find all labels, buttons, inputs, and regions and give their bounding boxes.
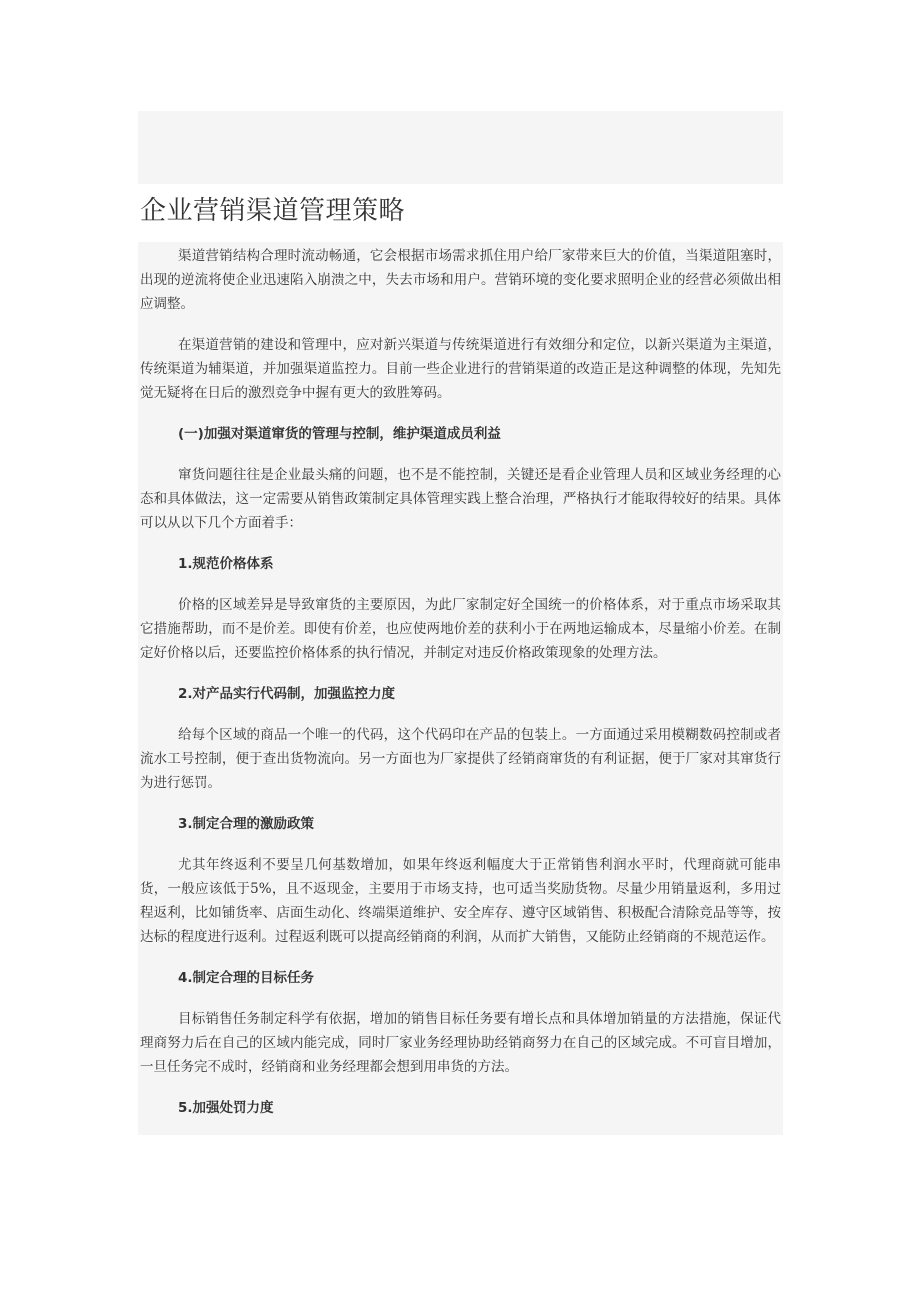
subparagraph-3: 尤其年终返利不要呈几何基数增加，如果年终返利幅度大于正常销售利润水平时，代理商就可能串货，一般应该低于5%，且不返现金，主要用于市场支持，也可适当奖励货物。尽量少用销量返利，多用过程返利，比如铺货率、店面生动化、终端渠道维护、安全库存、遵守区域销售、积极配合清除竞品等等，按达标的程度进行返利。过程返利既可以提高经销商的利润，从而扩大销售，又能防止经销商的不规范运作。 [140,857,781,945]
intro-paragraph-1: 渠道营销结构合理时流动畅通，它会根据市场需求抓住用户给厂家带来巨大的价值，当渠道阻塞时，出现的逆流将使企业迅速陷入崩溃之中，失去市场和用户。营销环境的变化要求照明企业的经营必须做出相应调整。 [140,248,781,312]
subheading-2: 2.对产品实行代码制，加强监控力度 [178,686,396,702]
article-body [138,242,783,1135]
top-banner-area [138,111,783,184]
subheading-3: 3.制定合理的激励政策 [178,816,315,832]
page-title: 企业营销渠道管理策略 [140,196,406,226]
subheading-5: 5.加强处罚力度 [178,1100,274,1116]
subheading-4: 4.制定合理的目标任务 [178,970,315,986]
subheading-1: 1.规范价格体系 [178,556,274,572]
subparagraph-1: 价格的区域差异是导致窜货的主要原因，为此厂家制定好全国统一的价格体系，对于重点市场采取其它措施帮助，而不是价差。即使有价差，也应使两地价差的获利小于在两地运输成本，尽量缩小价差。在制定好价格以后，还要监控价格体系的执行情况，并制定对违反价格政策现象的处理方法。 [140,597,781,661]
section-paragraph: 窜货问题往往是企业最头痛的问题，也不是不能控制，关键还是看企业管理人员和区域业务经理的心态和具体做法，这一定需要从销售政策制定具体管理实践上整合治理，严格执行才能取得较好的结果。具体可以从以下几个方面着手： [140,467,781,531]
subparagraph-4: 目标销售任务制定科学有依据，增加的销售目标任务要有增长点和具体增加销量的方法措施，保证代理商努力后在自己的区域内能完成，同时厂家业务经理协助经销商努力在自己的区域完成。不可盲目增加，一旦任务完不成时，经销商和业务经理都会想到用串货的方法。 [140,1011,781,1075]
intro-paragraph-2: 在渠道营销的建设和管理中，应对新兴渠道与传统渠道进行有效细分和定位，以新兴渠道为主渠道，传统渠道为辅渠道，并加强渠道监控力。目前一些企业进行的营销渠道的改造正是这种调整的体现，先知先觉无疑将在日后的激烈竞争中握有更大的致胜筹码。 [140,337,781,401]
subparagraph-2: 给每个区域的商品一个唯一的代码，这个代码印在产品的包装上。一方面通过采用模糊数码控制或者流水工号控制，便于查出货物流向。另一方面也为厂家提供了经销商窜货的有利证据，便于厂家对其窜货行为进行惩罚。 [140,727,781,791]
section-heading: (一)加强对渠道窜货的管理与控制，维护渠道成员利益 [178,426,501,442]
